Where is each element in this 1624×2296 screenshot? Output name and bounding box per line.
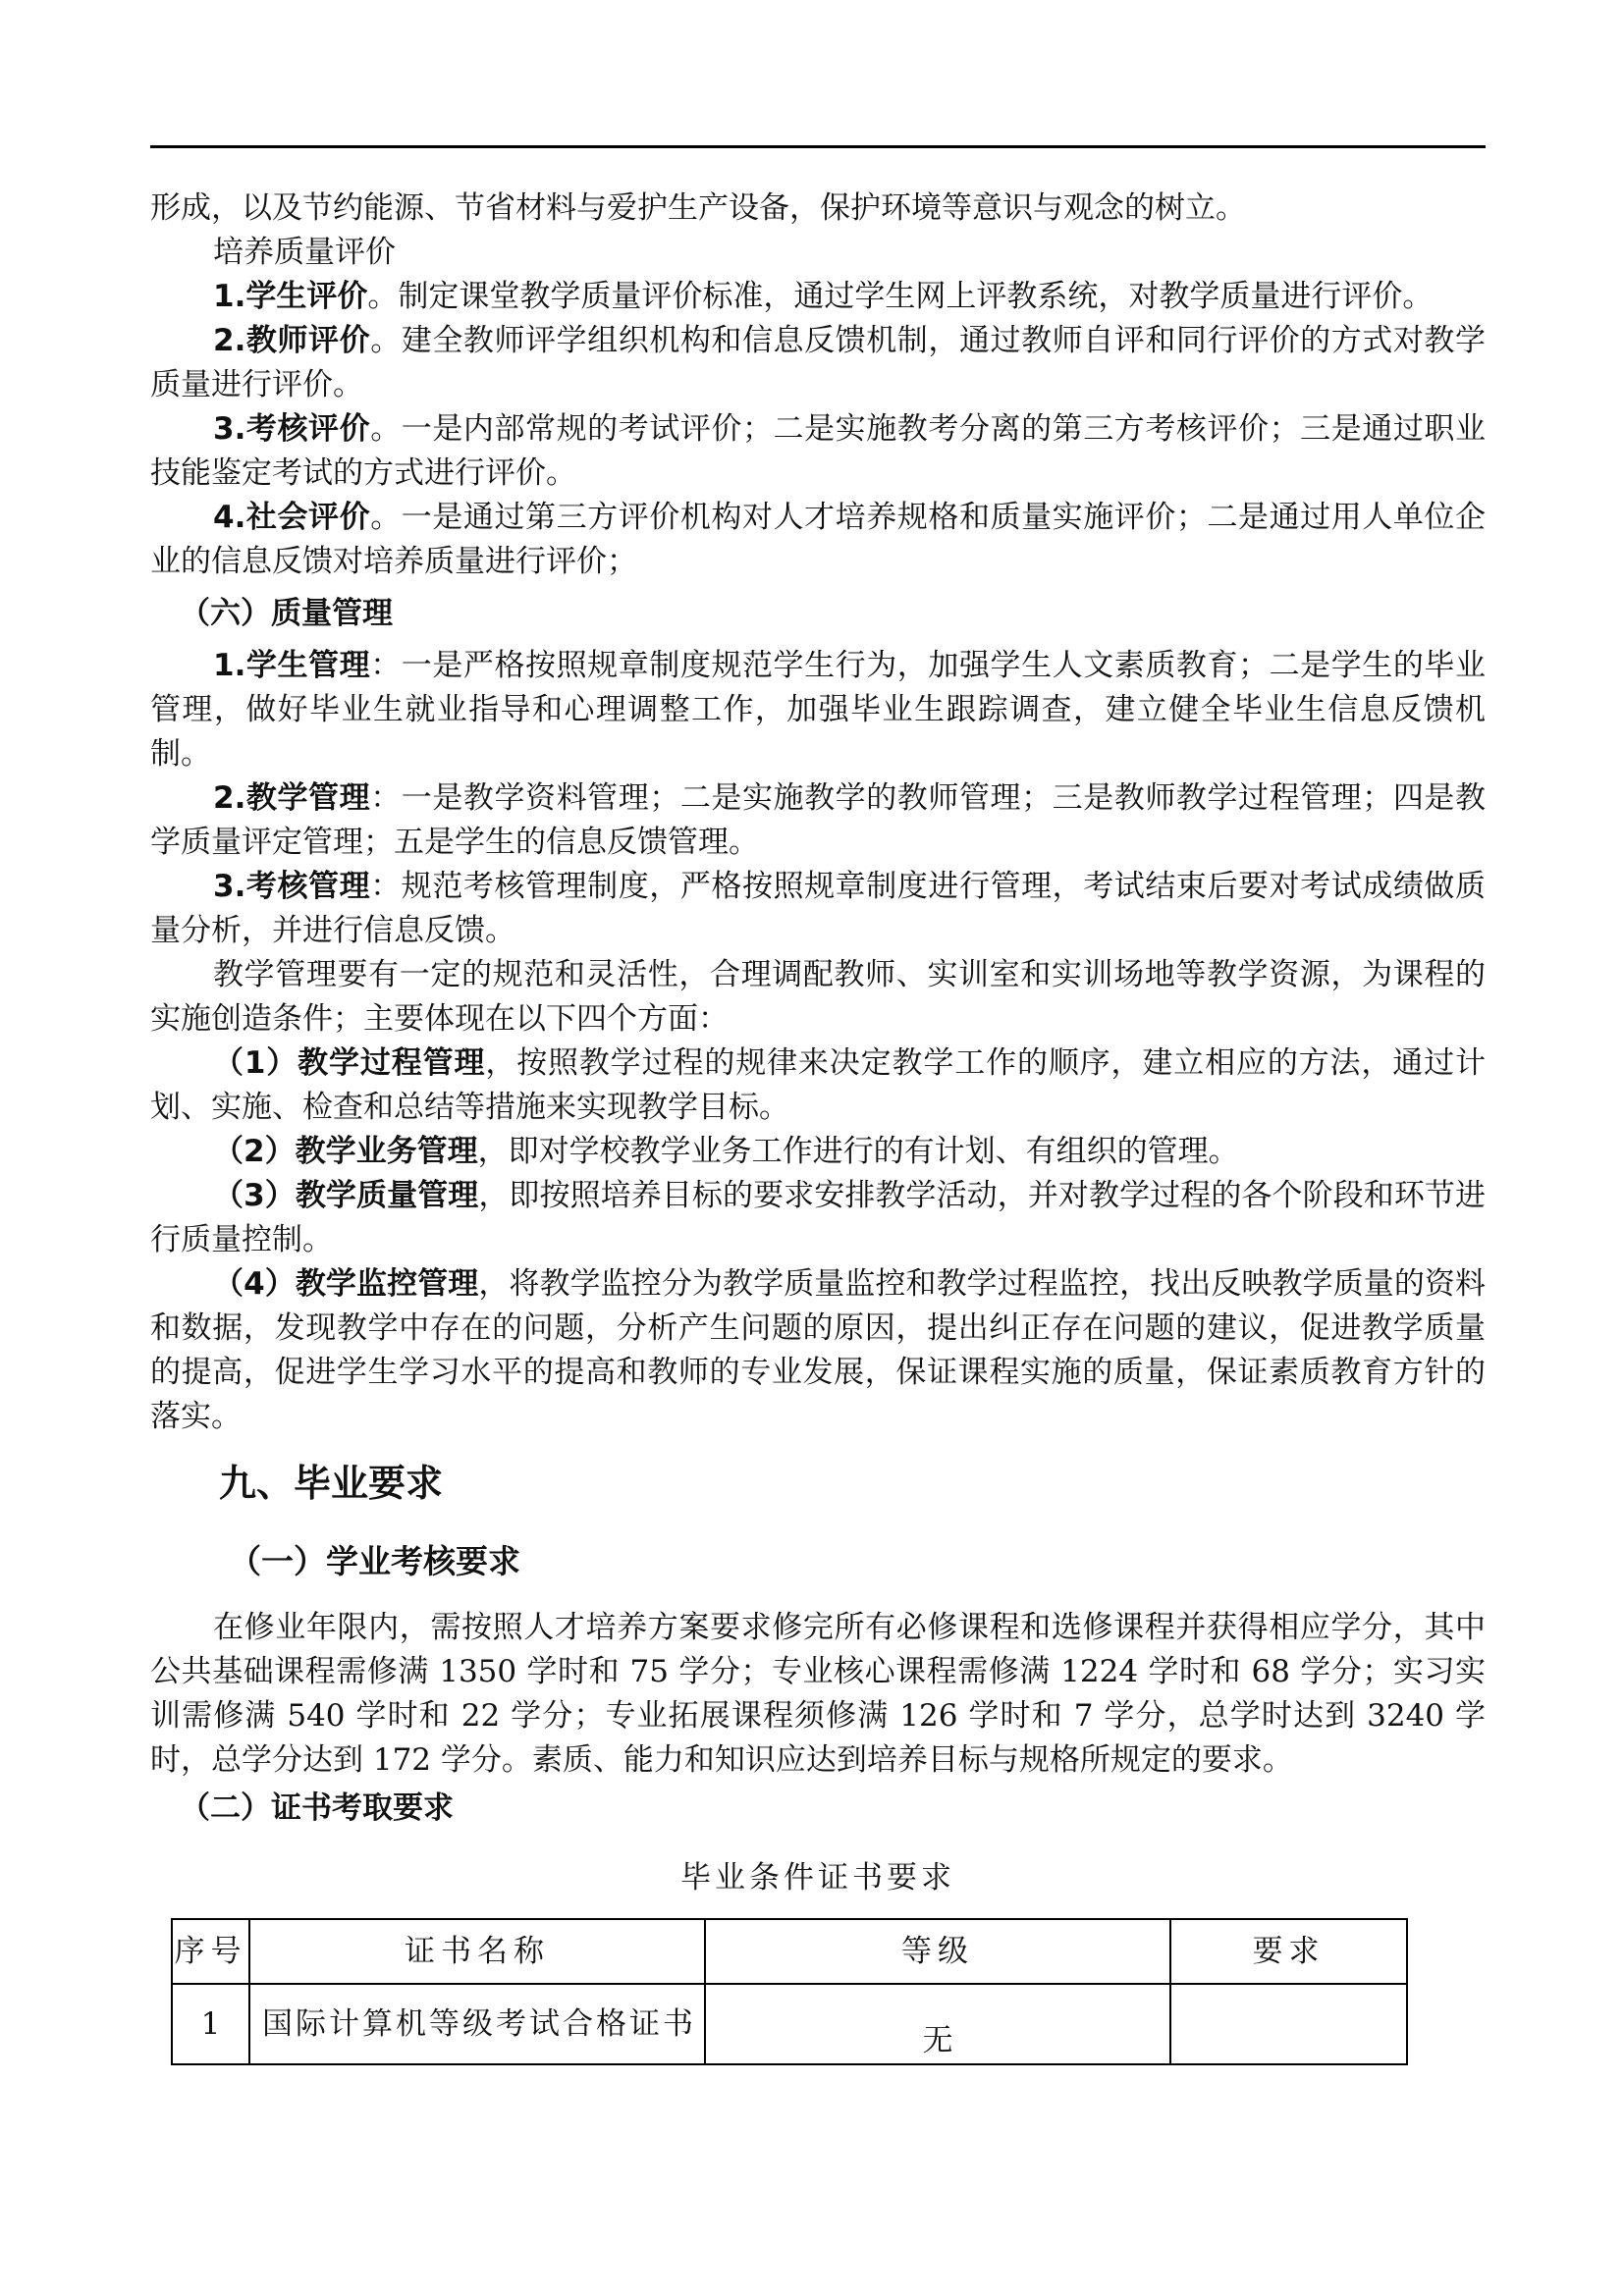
paragraph-bold-lead: （4）教学监控管理 bbox=[213, 1266, 479, 1302]
section-title: 九、毕业要求 bbox=[219, 1462, 444, 1505]
cell-name: 国际计算机等级考试合格证书 bbox=[249, 1984, 705, 2064]
paragraph bbox=[150, 644, 1486, 776]
paragraph-bold-lead: 4.社会评价 bbox=[213, 500, 371, 535]
paragraph-text: ，按照教学过程的规律来决定教学工作的顺序，建立相应的方法，通过计划、实施、检查和总结等措施来实现教学目标。 bbox=[150, 1045, 1487, 1125]
paragraph-text: 形成，以及节约能源、节省材料与爱护生产设备，保护环境等意识与观念的树立。 bbox=[150, 190, 1246, 226]
paragraph-text: 教学管理要有一定的规范和灵活性，合理调配教师、实训室和实训场地等教学资源，为课程的实施创造条件；主要体现在以下四个方面： bbox=[150, 957, 1486, 1037]
paragraph bbox=[150, 1041, 1486, 1130]
paragraph-text: ，即对学校教学业务工作进行的有计划、有组织的管理。 bbox=[477, 1134, 1239, 1169]
paragraph-bold-lead: （2）教学业务管理 bbox=[213, 1134, 478, 1169]
table-row bbox=[172, 1984, 1407, 2064]
paragraph bbox=[150, 407, 1486, 496]
paragraph-text: ：一是严格按照规章制度规范学生行为，加强学生人文素质教育；二是学生的毕业管理，做好毕业生就业指导和心理调整工作，加强毕业生跟踪调查，建立健全毕业生信息反馈机制。 bbox=[150, 648, 1486, 772]
paragraph-text: ：规范考核管理制度，严格按照规章制度进行管理，考试结束后要对考试成绩做质量分析，并进行信息反馈。 bbox=[150, 869, 1486, 948]
paragraph-text: ，即按照培养目标的要求安排教学活动，并对教学过程的各个阶段和环节进行质量控制。 bbox=[150, 1178, 1486, 1257]
subsection-title-certificate: （二）证书考取要求 bbox=[180, 1790, 454, 1826]
paragraph-bold-lead: 3.考核管理 bbox=[213, 869, 371, 904]
paragraph-text: 。制定课堂教学质量评价标准，通过学生网上评教系统，对教学质量进行评价。 bbox=[367, 279, 1434, 314]
cell-no: 1 bbox=[172, 1984, 249, 2064]
paragraph-bold-lead: 2.教学管理 bbox=[213, 780, 371, 816]
paragraph bbox=[150, 496, 1486, 584]
paragraph-bold-lead: 2.教师评价 bbox=[213, 323, 371, 358]
paragraph bbox=[150, 1262, 1486, 1439]
table-header-row bbox=[172, 1919, 1407, 1984]
quality-management-section bbox=[150, 644, 1486, 1439]
paragraph bbox=[150, 275, 1486, 319]
header-level: 等级 bbox=[705, 1919, 1170, 1984]
paragraph-text: ，将教学监控分为教学质量监控和教学过程监控，找出反映教学质量的资料和数据，发现教学中存在的问题，分析产生问题的原因，提出纠正存在问题的建议，促进教学质量的提高，促进学生学习水平的提高和教师的专业发展，保证课程实施的质量，保证素质教育方针的落实。 bbox=[150, 1266, 1486, 1434]
paragraph-text: 。一是通过第三方评价机构对人才培养规格和质量实施评价；二是通过用人单位企业的信息反馈对培养质量进行评价； bbox=[150, 500, 1486, 579]
paragraph-text: ：一是教学资料管理；二是实施教学的教师管理；三是教师教学过程管理；四是教学质量评定管理；五是学生的信息反馈管理。 bbox=[150, 780, 1486, 860]
table-caption: 毕业条件证书要求 bbox=[680, 1860, 955, 1896]
paragraph bbox=[150, 1174, 1486, 1262]
paragraph bbox=[150, 187, 1486, 231]
paragraph-bold-lead: 1.学生评价 bbox=[213, 279, 368, 314]
page-content bbox=[150, 187, 1486, 2065]
paragraph-bold-lead: （1）教学过程管理 bbox=[213, 1045, 486, 1081]
paragraph bbox=[150, 231, 1486, 275]
paragraph bbox=[150, 1130, 1486, 1174]
header-rule bbox=[150, 145, 1486, 148]
subsection-title-assessment: （一）学业考核要求 bbox=[229, 1542, 520, 1580]
cell-requirement bbox=[1170, 1984, 1407, 2064]
paragraph bbox=[150, 319, 1486, 407]
certificate-table bbox=[171, 1918, 1408, 2065]
paragraph bbox=[150, 776, 1486, 865]
assessment-paragraph: 在修业年限内，需按照人才培养方案要求修完所有必修课程和选修课程并获得相应学分，其中公共基础课程需修满 1350 学时和 75 学分；专业核心课程需修满 1224 学时和 68 学分；实习实训需修满 540 学时和 22 学分；专业拓展课程须修满 126 学时和 7 学分，总学时达到 3240 学时，总学分达到 172 学分。素质、能力和知识应达到培养目标与规格所规定的要求。 bbox=[150, 1610, 1486, 1778]
cell-level: 无 bbox=[705, 1984, 1170, 2064]
paragraph-text: 培养质量评价 bbox=[213, 235, 396, 270]
quality-management-heading: （六）质量管理 bbox=[180, 596, 393, 631]
evaluation-section bbox=[150, 187, 1486, 584]
paragraph-bold-lead: 3.考核评价 bbox=[213, 411, 371, 447]
header-requirement: 要求 bbox=[1170, 1919, 1407, 1984]
paragraph-text: 。建全教师评学组织机构和信息反馈机制，通过教师自评和同行评价的方式对教学质量进行评价。 bbox=[150, 323, 1486, 402]
paragraph bbox=[150, 865, 1486, 953]
paragraph-bold-lead: （3）教学质量管理 bbox=[213, 1178, 479, 1213]
header-no: 序号 bbox=[172, 1919, 249, 1984]
paragraph-text: 。一是内部常规的考试评价；二是实施教考分离的第三方考核评价；三是通过职业技能鉴定考试的方式进行评价。 bbox=[150, 411, 1486, 491]
paragraph-bold-lead: 1.学生管理 bbox=[213, 648, 371, 683]
header-name: 证书名称 bbox=[249, 1919, 705, 1984]
paragraph bbox=[150, 953, 1486, 1041]
